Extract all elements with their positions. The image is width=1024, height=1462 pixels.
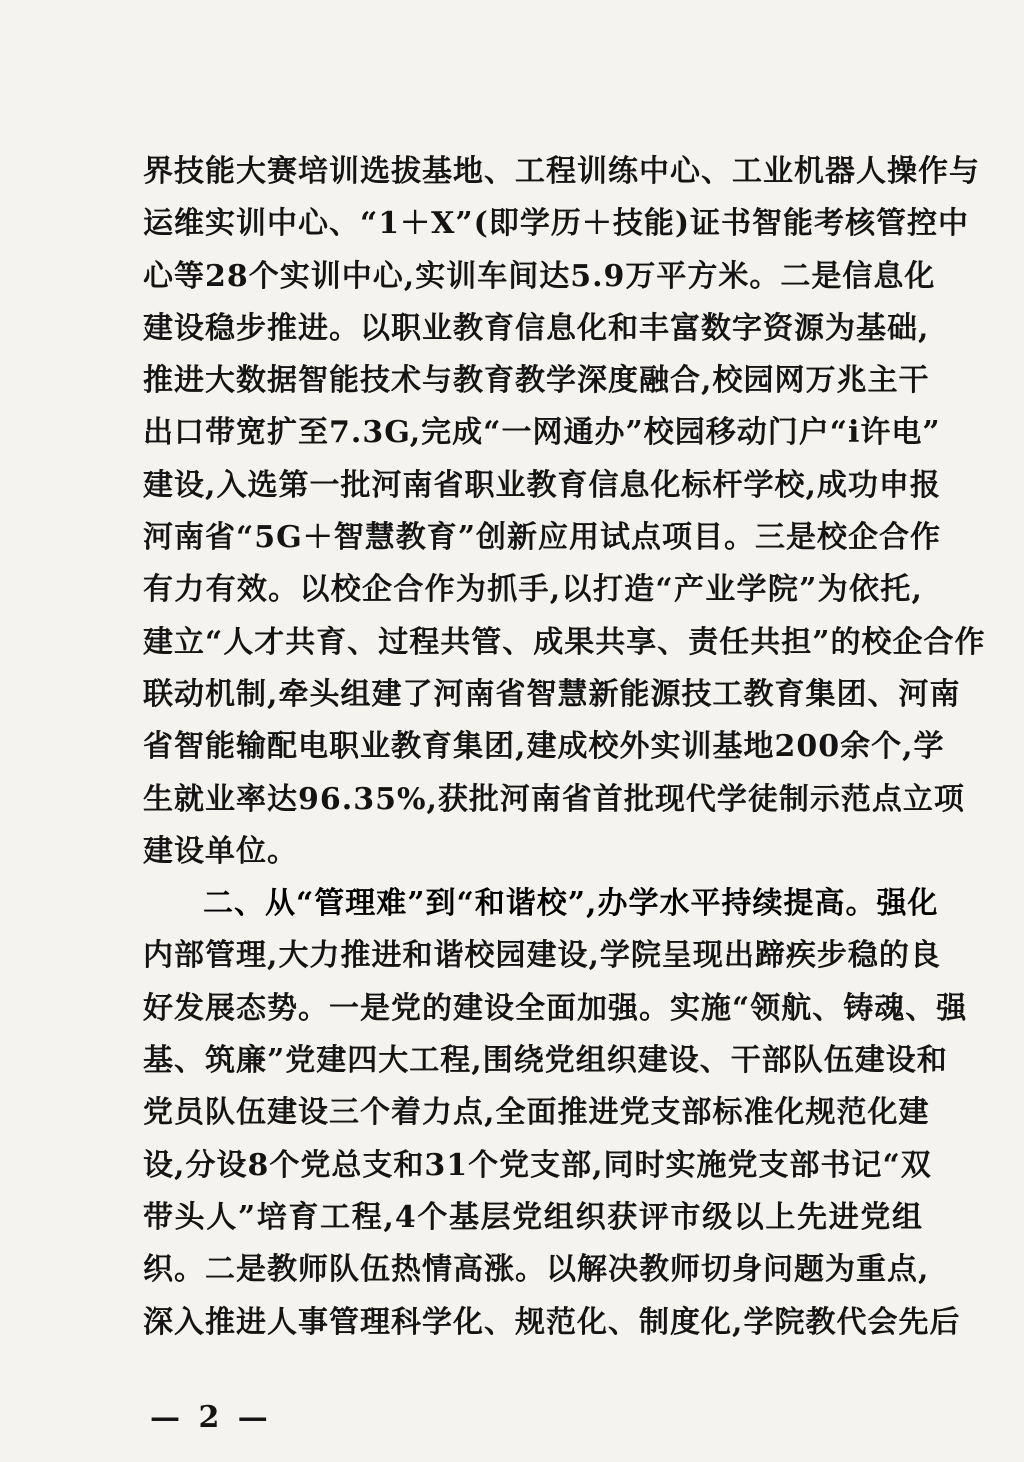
text-line: 界技能大赛培训选拔基地、工程训练中心、工业机器人操作与: [143, 154, 980, 189]
text-line: 联动机制,牵头组建了河南省智慧新能源技工教育集团、河南: [143, 676, 961, 712]
body-text: [143, 146, 986, 1349]
text-line: 有力有效。以校企合作为抓手,以打造“产业学院”为依托,: [143, 572, 923, 608]
text-line: 心等28个实训中心,实训车间达5.9万平方米。二是信息化: [143, 258, 936, 294]
text-line: 织。二是教师队伍热情高涨。以解决教师切身问题为重点,: [143, 1252, 930, 1288]
text-line: 生就业率达96.35%,获批河南省首批现代学徒制示范点立项: [143, 781, 965, 817]
text-line: 带头人”培育工程,4个基层党组织获评市级以上先进党组: [143, 1199, 923, 1235]
text-line: 出口带宽扩至7.3G,完成“一网通办”校园移动门户“i许电”: [143, 415, 941, 451]
text-line: 建立“人才共育、过程共管、成果共享、责任共担”的校企合作: [143, 624, 986, 660]
text-line: 党员队伍建设三个着力点,全面推进党支部标准化规范化建: [143, 1095, 930, 1131]
section-heading-line: 二、从“管理难”到“和谐校”,办学水平持续提高。强化: [203, 886, 939, 922]
text-line: 深入推进人事管理科学化、规范化、制度化,学院教代会先后: [143, 1304, 961, 1340]
text-line: 好发展态势。一是党的建设全面加强。实施“领航、铸魂、强: [143, 990, 968, 1026]
text-line: 设,分设8个党总支和31个党支部,同时实施党支部书记“双: [143, 1147, 932, 1183]
text-line: 建设稳步推进。以职业教育信息化和丰富数字资源为基础,: [143, 310, 930, 346]
text-line: 省智能输配电职业教育集团,建成校外实训基地200余个,学: [143, 729, 945, 765]
text-line: 内部管理,大力推进和谐校园建设,学院呈现出蹄疾步稳的良: [143, 938, 941, 974]
text-line: 基、筑廉”党建四大工程,围绕党组织建设、干部队伍建设和: [143, 1043, 948, 1079]
text-line: 建设单位。: [143, 833, 298, 869]
page-number: — 2 —: [150, 1400, 272, 1435]
text-line: 建设,入选第一批河南省职业教育信息化标杆学校,成功申报: [143, 467, 941, 503]
text-line: 推进大数据智能技术与教育教学深度融合,校园网万兆主干: [143, 363, 930, 399]
text-line: 河南省“5G＋智慧教育”创新应用试点项目。三是校企合作: [143, 520, 942, 556]
text-line: 运维实训中心、“1＋X”(即学历＋技能)证书智能考核管控中: [143, 206, 970, 242]
